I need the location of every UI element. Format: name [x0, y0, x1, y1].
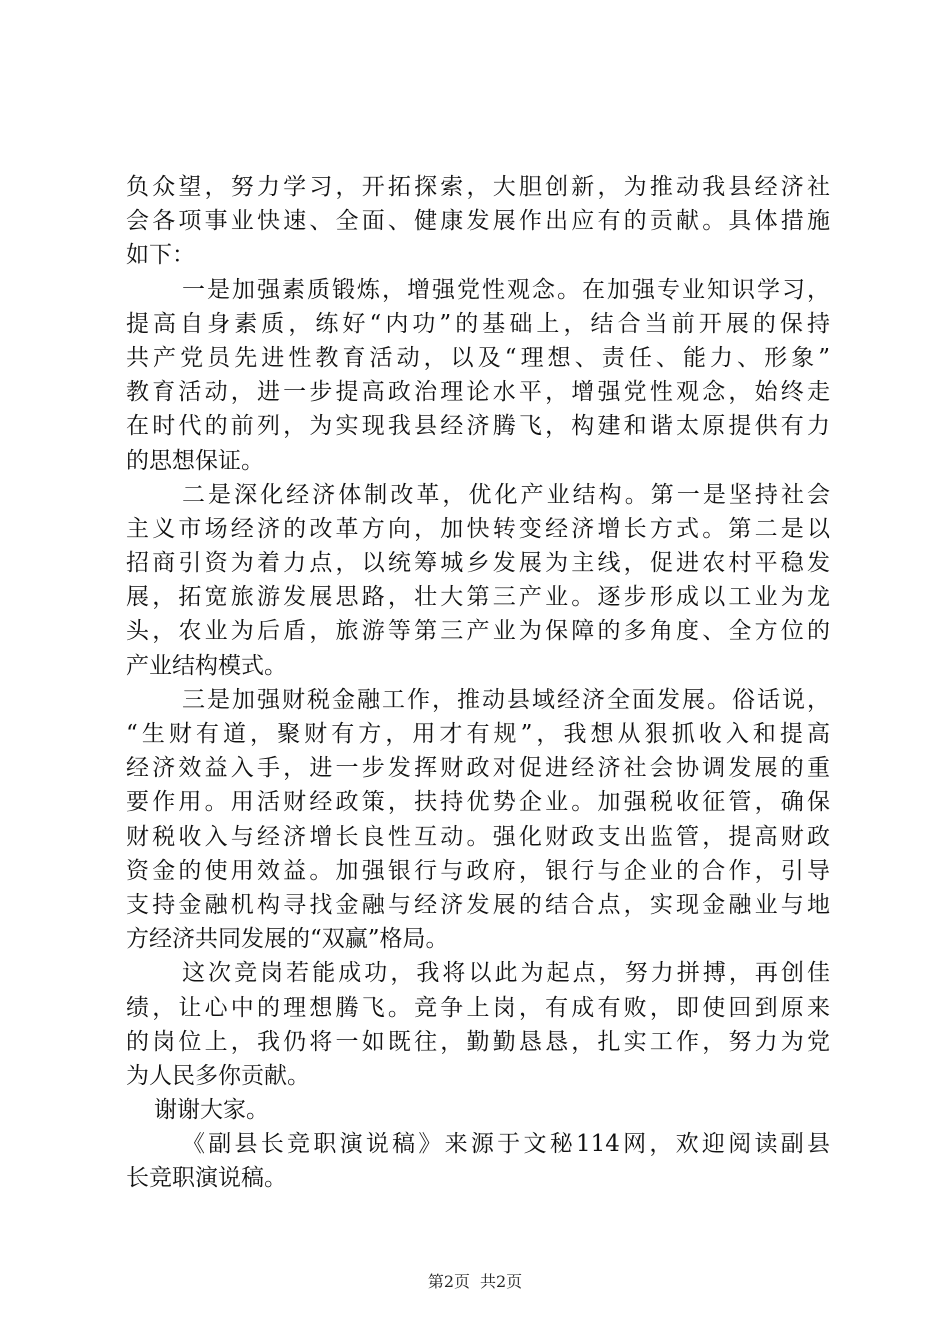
text-line: 会各项事业快速、全面、健康发展作出应有的贡献。具体措施: [126, 208, 830, 235]
text-line: 产业结构模式。: [126, 652, 287, 679]
text-line: 资金的使用效益。加强银行与政府，银行与企业的合作，引导: [126, 857, 830, 884]
text-line: 的思想保证。: [126, 447, 264, 474]
text-line: 教育活动，进一步提高政治理论水平，增强党性观念，始终走: [126, 379, 830, 406]
text-line: 方经济共同发展的“双赢”格局。: [126, 926, 449, 953]
text-line: 如下：: [126, 242, 195, 269]
text-line: 要作用。用活财经政策，扶持优势企业。加强税收征管，确保: [126, 789, 830, 816]
page-number: 第2页: [427, 1272, 470, 1291]
paragraph-first-line: 一是加强素质锻炼，增强党性观念。在加强专业知识学习，: [182, 276, 830, 303]
text-line: 经济效益入手，进一步发挥财政对促进经济社会协调发展的重: [126, 755, 830, 782]
document-body: [126, 170, 830, 1196]
text-line: 头，农业为后盾，旅游等第三产业为保障的多角度、全方位的: [126, 618, 830, 645]
source-note-line: 《副县长竞职演说稿》来源于文秘114网，欢迎阅读副县: [182, 1131, 830, 1158]
paragraph-first-line: 三是加强财税金融工作，推动县域经济全面发展。俗话说，: [182, 686, 830, 713]
text-line: 绩，让心中的理想腾飞。竞争上岗，有成有败，即使回到原来: [126, 994, 830, 1021]
closing-thanks: 谢谢大家。: [154, 1097, 269, 1124]
page-total: 共2页: [480, 1272, 523, 1291]
paragraph-first-line: 这次竞岗若能成功，我将以此为起点，努力拼搏，再创佳: [182, 960, 830, 987]
text-line: “生财有道，聚财有方，用才有规”，我想从狠抓收入和提高: [126, 721, 830, 747]
text-line: 招商引资为着力点，以统筹城乡发展为主线，促进农村平稳发: [126, 550, 830, 577]
source-note-line: 长竞职演说稿。: [126, 1165, 287, 1192]
text-line: 支持金融机构寻找金融与经济发展的结合点，实现金融业与地: [126, 891, 830, 918]
text-line: 共产党员先进性教育活动，以及“理想、责任、能力、形象”: [126, 344, 830, 371]
text-line: 提高自身素质，练好“内功”的基础上，结合当前开展的保持: [126, 310, 830, 337]
text-line: 的岗位上，我仍将一如既往，勤勤恳恳，扎实工作，努力为党: [126, 1028, 830, 1055]
text-line: 在时代的前列，为实现我县经济腾飞，构建和谐太原提供有力: [126, 413, 830, 440]
text-line: 主义市场经济的改革方向，加快转变经济增长方式。第二是以: [126, 515, 830, 542]
paragraph-first-line: 二是深化经济体制改革，优化产业结构。第一是坚持社会: [182, 481, 830, 508]
text-line: 负众望，努力学习，开拓探索，大胆创新，为推动我县经济社: [126, 174, 830, 200]
text-line: 财税收入与经济增长良性互动。强化财政支出监管，提高财政: [126, 823, 830, 850]
page-footer: [0, 1272, 950, 1292]
text-line: 展，拓宽旅游发展思路，壮大第三产业。逐步形成以工业为龙: [126, 584, 830, 611]
text-line: 为人民多你贡献。: [126, 1062, 310, 1089]
